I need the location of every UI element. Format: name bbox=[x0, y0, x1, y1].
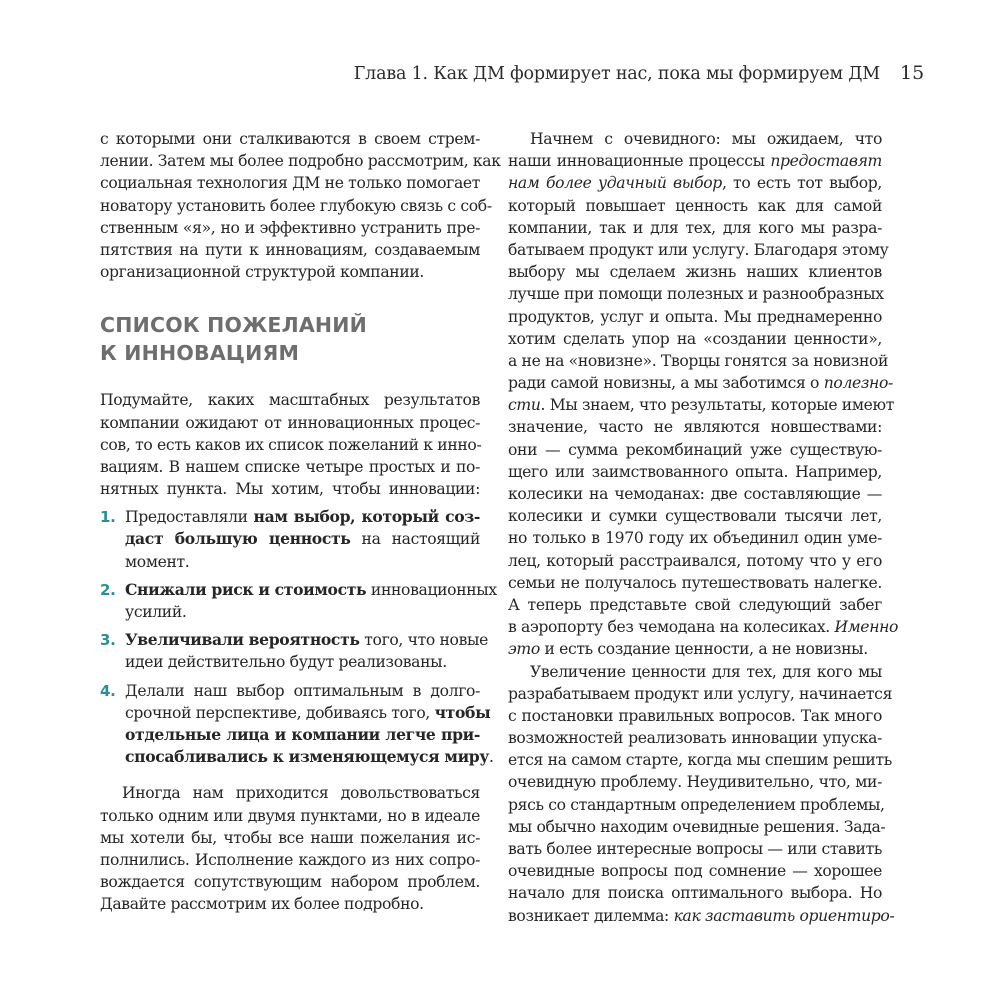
text-run: и есть создание ценности, а не новизны. bbox=[539, 640, 868, 659]
text-run: . Мы знаем, что результаты, которые имеют bbox=[540, 396, 895, 415]
wishlist-paragraph bbox=[100, 389, 480, 500]
text-line: значение, часто не являются новшествами: bbox=[508, 418, 882, 437]
text-line: компании ожидают от инновационных процес- bbox=[100, 413, 480, 432]
text-line: батываем продукт или услугу. Благодаря этому bbox=[508, 240, 889, 259]
text-run: срочной перспективе, добиваясь того, bbox=[125, 703, 435, 722]
text-run: инновационных bbox=[366, 580, 497, 599]
left-column bbox=[100, 128, 501, 915]
bold-run: чтобы bbox=[434, 702, 491, 722]
text-line: организационной структурой компании. bbox=[100, 263, 425, 282]
list-number: 1. bbox=[100, 508, 116, 527]
text-line bbox=[100, 746, 494, 768]
text-line: который повышает ценность как для самой bbox=[508, 196, 882, 215]
text-line: щего или заимствованного опыта. Например, bbox=[508, 462, 882, 481]
text-line bbox=[100, 579, 497, 601]
section-heading-line: СПИСОК ПОЖЕЛАНИЙ bbox=[100, 313, 367, 338]
text-line: продуктов, услуг и опыта. Мы преднамеренно bbox=[508, 307, 882, 326]
text-run: наши инновационные процессы bbox=[508, 152, 771, 171]
text-line: социальная технология ДМ не только помогает bbox=[100, 174, 481, 193]
text-line: колесики и сумки существовали тысячи лет, bbox=[508, 507, 882, 526]
text-line: вациям. В нашем списке четыре простых и по- bbox=[100, 457, 480, 476]
text-line: с постановки правильных вопросов. Так много bbox=[508, 706, 882, 725]
text-line: семьи не получалось путешествовать налегке. bbox=[508, 573, 882, 592]
text-run: на настоящий bbox=[350, 530, 480, 549]
text-line: вать более интересные вопросы — или ставить bbox=[508, 840, 882, 858]
text-line: возможностей реализовать инновации упуска- bbox=[508, 729, 882, 748]
list-item bbox=[100, 579, 497, 623]
text-line bbox=[100, 702, 491, 724]
text-line: очевидные вопросы под сомнение — хорошее bbox=[508, 862, 882, 881]
text-line: рясь со стандартным определением проблемы, bbox=[508, 795, 885, 814]
text-line: они — сумма рекомбинаций уже существую- bbox=[508, 440, 882, 459]
italic-run: полезно- bbox=[823, 374, 893, 393]
value-paragraph bbox=[508, 128, 899, 661]
section-heading-line: К ИННОВАЦИЯМ bbox=[100, 341, 300, 366]
bold-run: Увеличивали вероятность bbox=[125, 630, 360, 650]
text-run: , то есть тот выбор, bbox=[721, 174, 882, 193]
bold-run: спосабливались к изменяющемуся миру bbox=[125, 747, 489, 767]
text-line: новатору установить более глубокую связь с соб- bbox=[100, 196, 492, 215]
text-line: лучше при помощи полезных и разнообразных bbox=[508, 285, 884, 304]
text-line bbox=[508, 905, 895, 927]
list-number: 4. bbox=[100, 681, 116, 700]
text-line bbox=[508, 372, 893, 394]
italic-run: нам более удачный выбор bbox=[508, 174, 722, 193]
text-line bbox=[100, 629, 488, 651]
text-line: с которыми они сталкиваются в своем стрем- bbox=[100, 130, 480, 148]
text-line: момент. bbox=[125, 552, 190, 571]
text-run: в аэропорту без чемодана на колесиках. bbox=[508, 618, 835, 637]
text-line: Иногда нам приходится довольствоваться bbox=[122, 784, 480, 803]
text-line: выбору мы сделаем жизнь наших клиентов bbox=[508, 263, 882, 282]
italic-run: сти bbox=[508, 396, 541, 415]
italic-run: это bbox=[508, 640, 540, 659]
text-run: того, что новые bbox=[359, 631, 488, 650]
text-line: лец, который расстраивался, потому что у его bbox=[508, 551, 882, 570]
text-line: а не на «новизне». Творцы гонятся за новизной bbox=[508, 351, 889, 370]
text-run: ради самой новизны, а мы заботимся о bbox=[508, 374, 824, 393]
italic-run: предоставят bbox=[770, 152, 882, 171]
text-line: хотим сделать упор на «создании ценности», bbox=[508, 329, 882, 348]
text-line bbox=[508, 394, 895, 416]
text-line bbox=[508, 150, 882, 172]
text-line: пятствия на пути к инновациям, создаваемым bbox=[100, 240, 480, 259]
text-line: ется на самом старте, когда мы спешим решить bbox=[508, 751, 892, 770]
intro-paragraph bbox=[100, 128, 501, 283]
text-line bbox=[100, 724, 480, 746]
italic-run: Именно bbox=[834, 618, 899, 637]
running-head-title: Глава 1. Как ДМ формирует нас, пока мы формируем ДМ bbox=[353, 64, 880, 84]
list-number: 3. bbox=[100, 631, 116, 650]
bold-run: нам выбор, который соз- bbox=[253, 507, 481, 527]
text-line: мы обычно находим очевидные решения. Зада- bbox=[508, 817, 886, 836]
text-line: но только в 1970 году их объединил один уме- bbox=[508, 529, 882, 548]
bold-run: даст большую ценность bbox=[125, 529, 351, 549]
text-line: сов, то есть каков их список пожеланий к инно- bbox=[100, 435, 482, 454]
list-item bbox=[100, 680, 494, 769]
text-line: А теперь представьте свой следующий забег bbox=[508, 595, 882, 614]
text-line: Подумайте, каких масштабных результатов bbox=[100, 391, 480, 410]
text-line: мы хотели бы, чтобы все наши пожелания ис- bbox=[100, 828, 480, 847]
closing-paragraph bbox=[100, 782, 480, 915]
text-line: компании, так и для тех, для кого мы разра- bbox=[508, 218, 882, 237]
text-line: Увеличение ценности для тех, для кого мы bbox=[530, 662, 882, 681]
text-line bbox=[100, 506, 480, 528]
text-line: полнились. Исполнение каждого из них сопро- bbox=[100, 850, 480, 869]
text-line: разрабатываем продукт или услугу, начинается bbox=[508, 684, 893, 703]
text-line: лении. Затем мы более подробно рассмотрим, как bbox=[100, 152, 501, 171]
text-line: начало для поиска оптимального выбора. Но bbox=[508, 884, 882, 903]
text-line: вождается сопутствующим набором проблем. bbox=[100, 873, 480, 892]
list-item bbox=[100, 506, 480, 573]
right-column bbox=[508, 128, 899, 927]
text-line bbox=[508, 616, 899, 638]
text-line: Давайте рассмотрим их более подробно. bbox=[100, 895, 424, 914]
text-line: Делали наш выбор оптимальным в долго- bbox=[125, 681, 480, 700]
page-number: 15 bbox=[900, 62, 925, 84]
text-line: очевидную проблему. Неудивительно, что, ми- bbox=[508, 773, 882, 792]
text-line: ственным «я», но и эффективно устранить пре- bbox=[100, 218, 480, 237]
text-run: . bbox=[489, 748, 494, 767]
text-line: усилий. bbox=[125, 603, 187, 621]
questions-paragraph bbox=[508, 661, 895, 927]
text-line: идеи действительно будут реализованы. bbox=[125, 653, 447, 672]
text-line: только одним или двумя пунктами, но в идеале bbox=[100, 806, 480, 825]
bold-run: отдельные лица и компании легче при- bbox=[125, 724, 480, 744]
text-run: Предоставляли bbox=[125, 508, 254, 527]
text-line bbox=[508, 172, 882, 194]
list-item bbox=[100, 629, 488, 673]
italic-run: как заставить ориентиро- bbox=[673, 906, 895, 925]
text-run: возникает дилемма: bbox=[508, 906, 674, 925]
list-number: 2. bbox=[100, 580, 116, 599]
text-line: нятных пункта. Мы хотим, чтобы инновации: bbox=[100, 480, 480, 499]
text-line: Начнем с очевидного: мы ожидаем, что bbox=[530, 130, 882, 148]
text-line bbox=[100, 528, 480, 550]
text-line: колесики на чемоданах: две составляющие — bbox=[508, 485, 882, 503]
bold-run: Снижали риск и стоимость bbox=[125, 579, 367, 599]
text-line bbox=[508, 638, 882, 660]
section-heading bbox=[100, 311, 480, 367]
